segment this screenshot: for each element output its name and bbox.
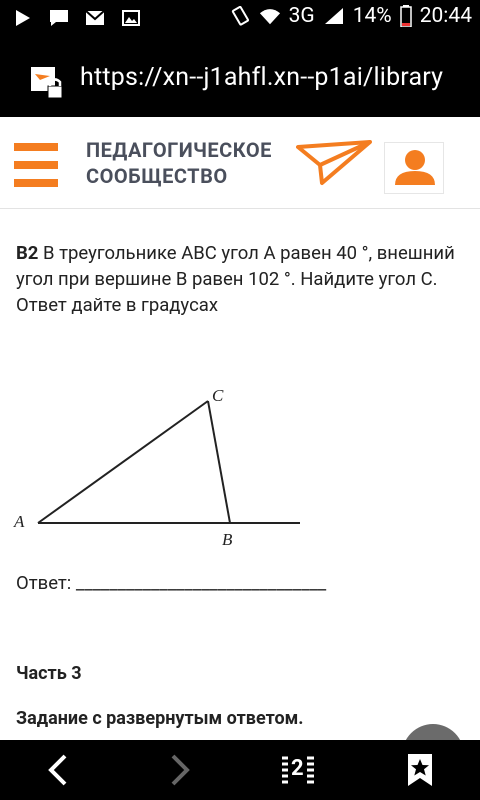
site-header [0, 117, 480, 209]
answer-line: Ответ: ______________________________ [16, 572, 327, 594]
bookmark-icon[interactable] [400, 750, 440, 790]
forward-icon[interactable] [158, 750, 198, 790]
vertex-c-label: C [212, 386, 224, 405]
url-text[interactable]: https://xn--j1ahfl.xn--p1ai/library [80, 63, 444, 92]
tabs-count: 2 [288, 754, 307, 784]
user-icon [385, 143, 445, 195]
browser-nav-bar [0, 740, 480, 800]
network-type: 3G [288, 4, 315, 28]
vibrate-icon [229, 6, 251, 26]
question-number: В2 [16, 242, 39, 264]
image-icon [120, 8, 142, 28]
play-store-icon [12, 8, 34, 28]
tabs-button[interactable] [278, 750, 318, 790]
site-logo-text[interactable] [86, 137, 272, 189]
browser-url-bar[interactable] [0, 38, 480, 117]
status-bar [0, 0, 480, 38]
menu-icon[interactable] [14, 143, 58, 187]
clock: 20:44 [419, 4, 472, 28]
battery-icon [400, 5, 412, 27]
side-cb [208, 401, 230, 523]
wifi-icon [259, 6, 281, 26]
user-account-button[interactable] [384, 142, 444, 194]
logo-line-1: ПЕДАГОГИЧЕСКОЕ [86, 138, 272, 162]
triangle-diagram [0, 380, 320, 560]
mail-icon [84, 8, 106, 28]
question-block [16, 240, 466, 318]
battery-percent: 14% [352, 4, 392, 28]
back-icon[interactable] [40, 750, 80, 790]
site-lock-icon [30, 66, 64, 100]
question-body: В треугольнике ABC угол A равен 40 °, внешний угол при вершине B равен 102 °. Найдите угол C. Ответ дайте в градусах [16, 242, 455, 316]
question-text [16, 240, 466, 318]
side-ac [38, 401, 208, 523]
vertex-a-label: A [14, 512, 25, 531]
message-icon [48, 8, 70, 28]
signal-icon [323, 6, 345, 26]
section-title: Часть 3 [16, 663, 82, 684]
logo-line-2: СООБЩЕСТВО [86, 164, 228, 188]
vertex-b-label: B [222, 530, 233, 549]
paper-plane-icon [296, 139, 372, 187]
task-title: Задание с развернутым ответом. [16, 708, 304, 729]
